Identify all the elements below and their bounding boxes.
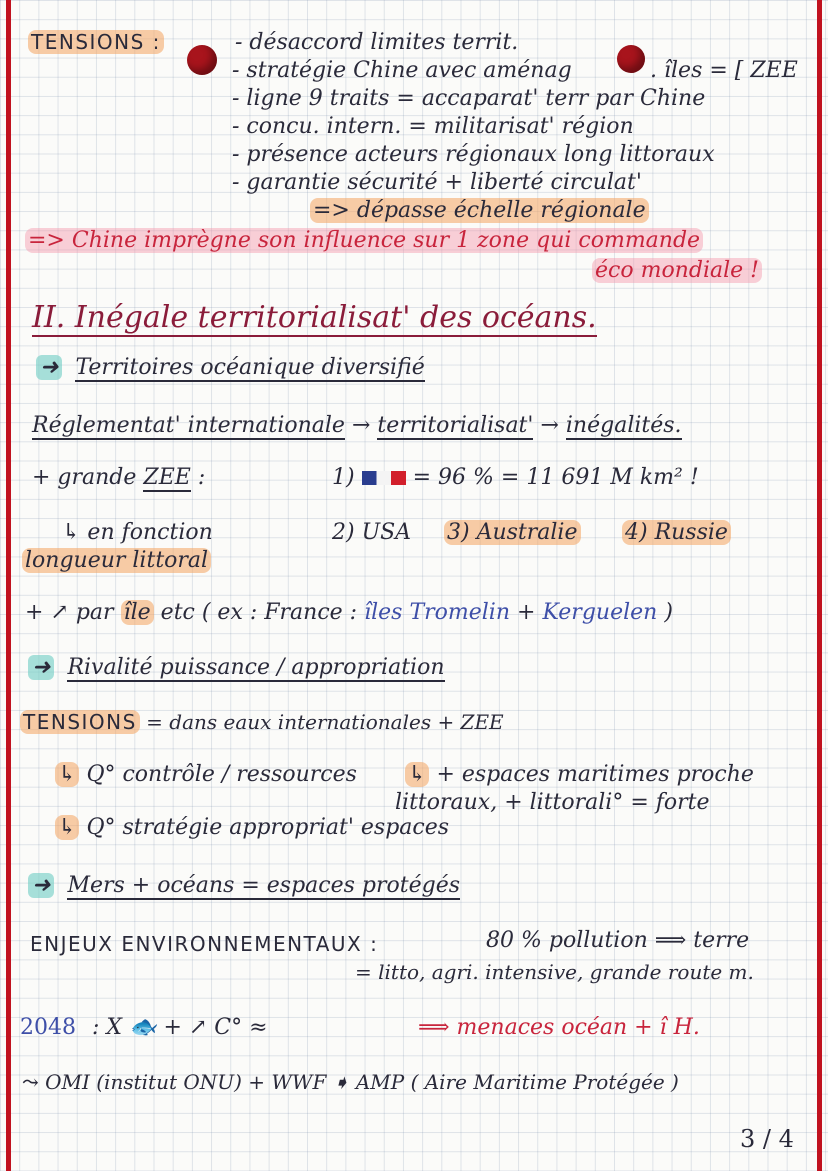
year-notes: : X 🐟 + ↗ C° ≈ [92,1015,268,1040]
enjeux-value: 80 % pollution ⟹ terre [486,928,750,953]
bullet-line: . îles = [ ZEE [650,58,798,83]
bullet-espaces: ↳ + espaces maritimes proche [405,762,754,787]
bullet-line: - ligne 9 traits = accaparat' terr par Chine [232,86,706,111]
rank-4: 4) Russie [622,520,731,545]
corner-arrow-icon: ↳ [55,815,79,840]
bullet-line: - stratégie Chine avec aménag [232,58,572,83]
bullet-line: - présence acteurs régionaux long littoraux [232,142,715,167]
conclusion-line: => Chine imprègne son influence sur 1 zone qui commande [25,228,703,253]
bullet-line: - désaccord limites territ. [235,30,519,55]
arrow-line: => dépasse échelle régionale [310,198,649,223]
tensions-line: TENSIONS = dans eaux internationales + ZEE [20,710,504,734]
rank-1: 1) = 96 % = 11 691 M km² ! [332,465,699,490]
section-title: II. Inégale territorialisat' des océans. [32,300,597,335]
arrow-right-icon: ➜ [36,355,62,380]
reglementation-line: Réglementat' internationale → territorialisat' → inégalités. [32,413,682,438]
corner-arrow-icon: ↳ [55,762,79,787]
red-sticker-dot [617,45,645,73]
corner-arrow-icon: ↳ [405,762,429,787]
zee-label: + grande ZEE : [32,465,206,490]
bullet-line: - garantie sécurité + liberté circulat' [232,170,642,195]
subsection-heading: ➜ Territoires océanique diversifié [36,355,425,380]
subsection-heading: ➜ Rivalité puissance / appropriation [28,655,445,680]
rank-3: 3) Australie [444,520,581,545]
fonction-note: ↳ en fonction [62,520,213,545]
longueur-note: longueur littoral [22,548,211,573]
enjeux-label: ENJEUX ENVIRONNEMENTAUX : [30,932,379,956]
bullet-line: - concu. intern. = militarisat' région [232,114,634,139]
left-margin-line [6,0,11,1171]
year-2048: 2048 [20,1015,76,1040]
page-number: 3 / 4 [740,1125,794,1153]
enjeux-detail: = litto, agri. intensive, grande route m. [355,960,754,984]
red-sticker-dot [187,45,217,75]
arrow-right-icon: ➜ [28,655,54,680]
bullet-espaces-2: littoraux, + littorali° = forte [395,790,710,815]
omi-line: ⤳ OMI (institut ONU) + WWF ➧ AMP ( Aire Maritime Protégée ) [22,1070,679,1094]
bullet-controle: ↳ Q° contrôle / ressources [55,762,357,787]
tensions-title: TENSIONS : [28,30,164,54]
subsection-heading: ➜ Mers + océans = espaces protégés [28,873,460,898]
menaces-note: ⟹ menaces océan + î H. [418,1015,700,1040]
france-flag-icon [362,471,406,485]
conclusion-line-2: éco mondiale ! [592,258,762,283]
arrow-right-icon: ➜ [28,873,54,898]
iles-line: + ↗ par île etc ( ex : France : îles Tromelin + Kerguelen ) [25,600,673,625]
right-margin-line [817,0,822,1171]
rank-2: 2) USA [332,520,412,545]
bullet-strategie: ↳ Q° stratégie appropriat' espaces [55,815,449,840]
